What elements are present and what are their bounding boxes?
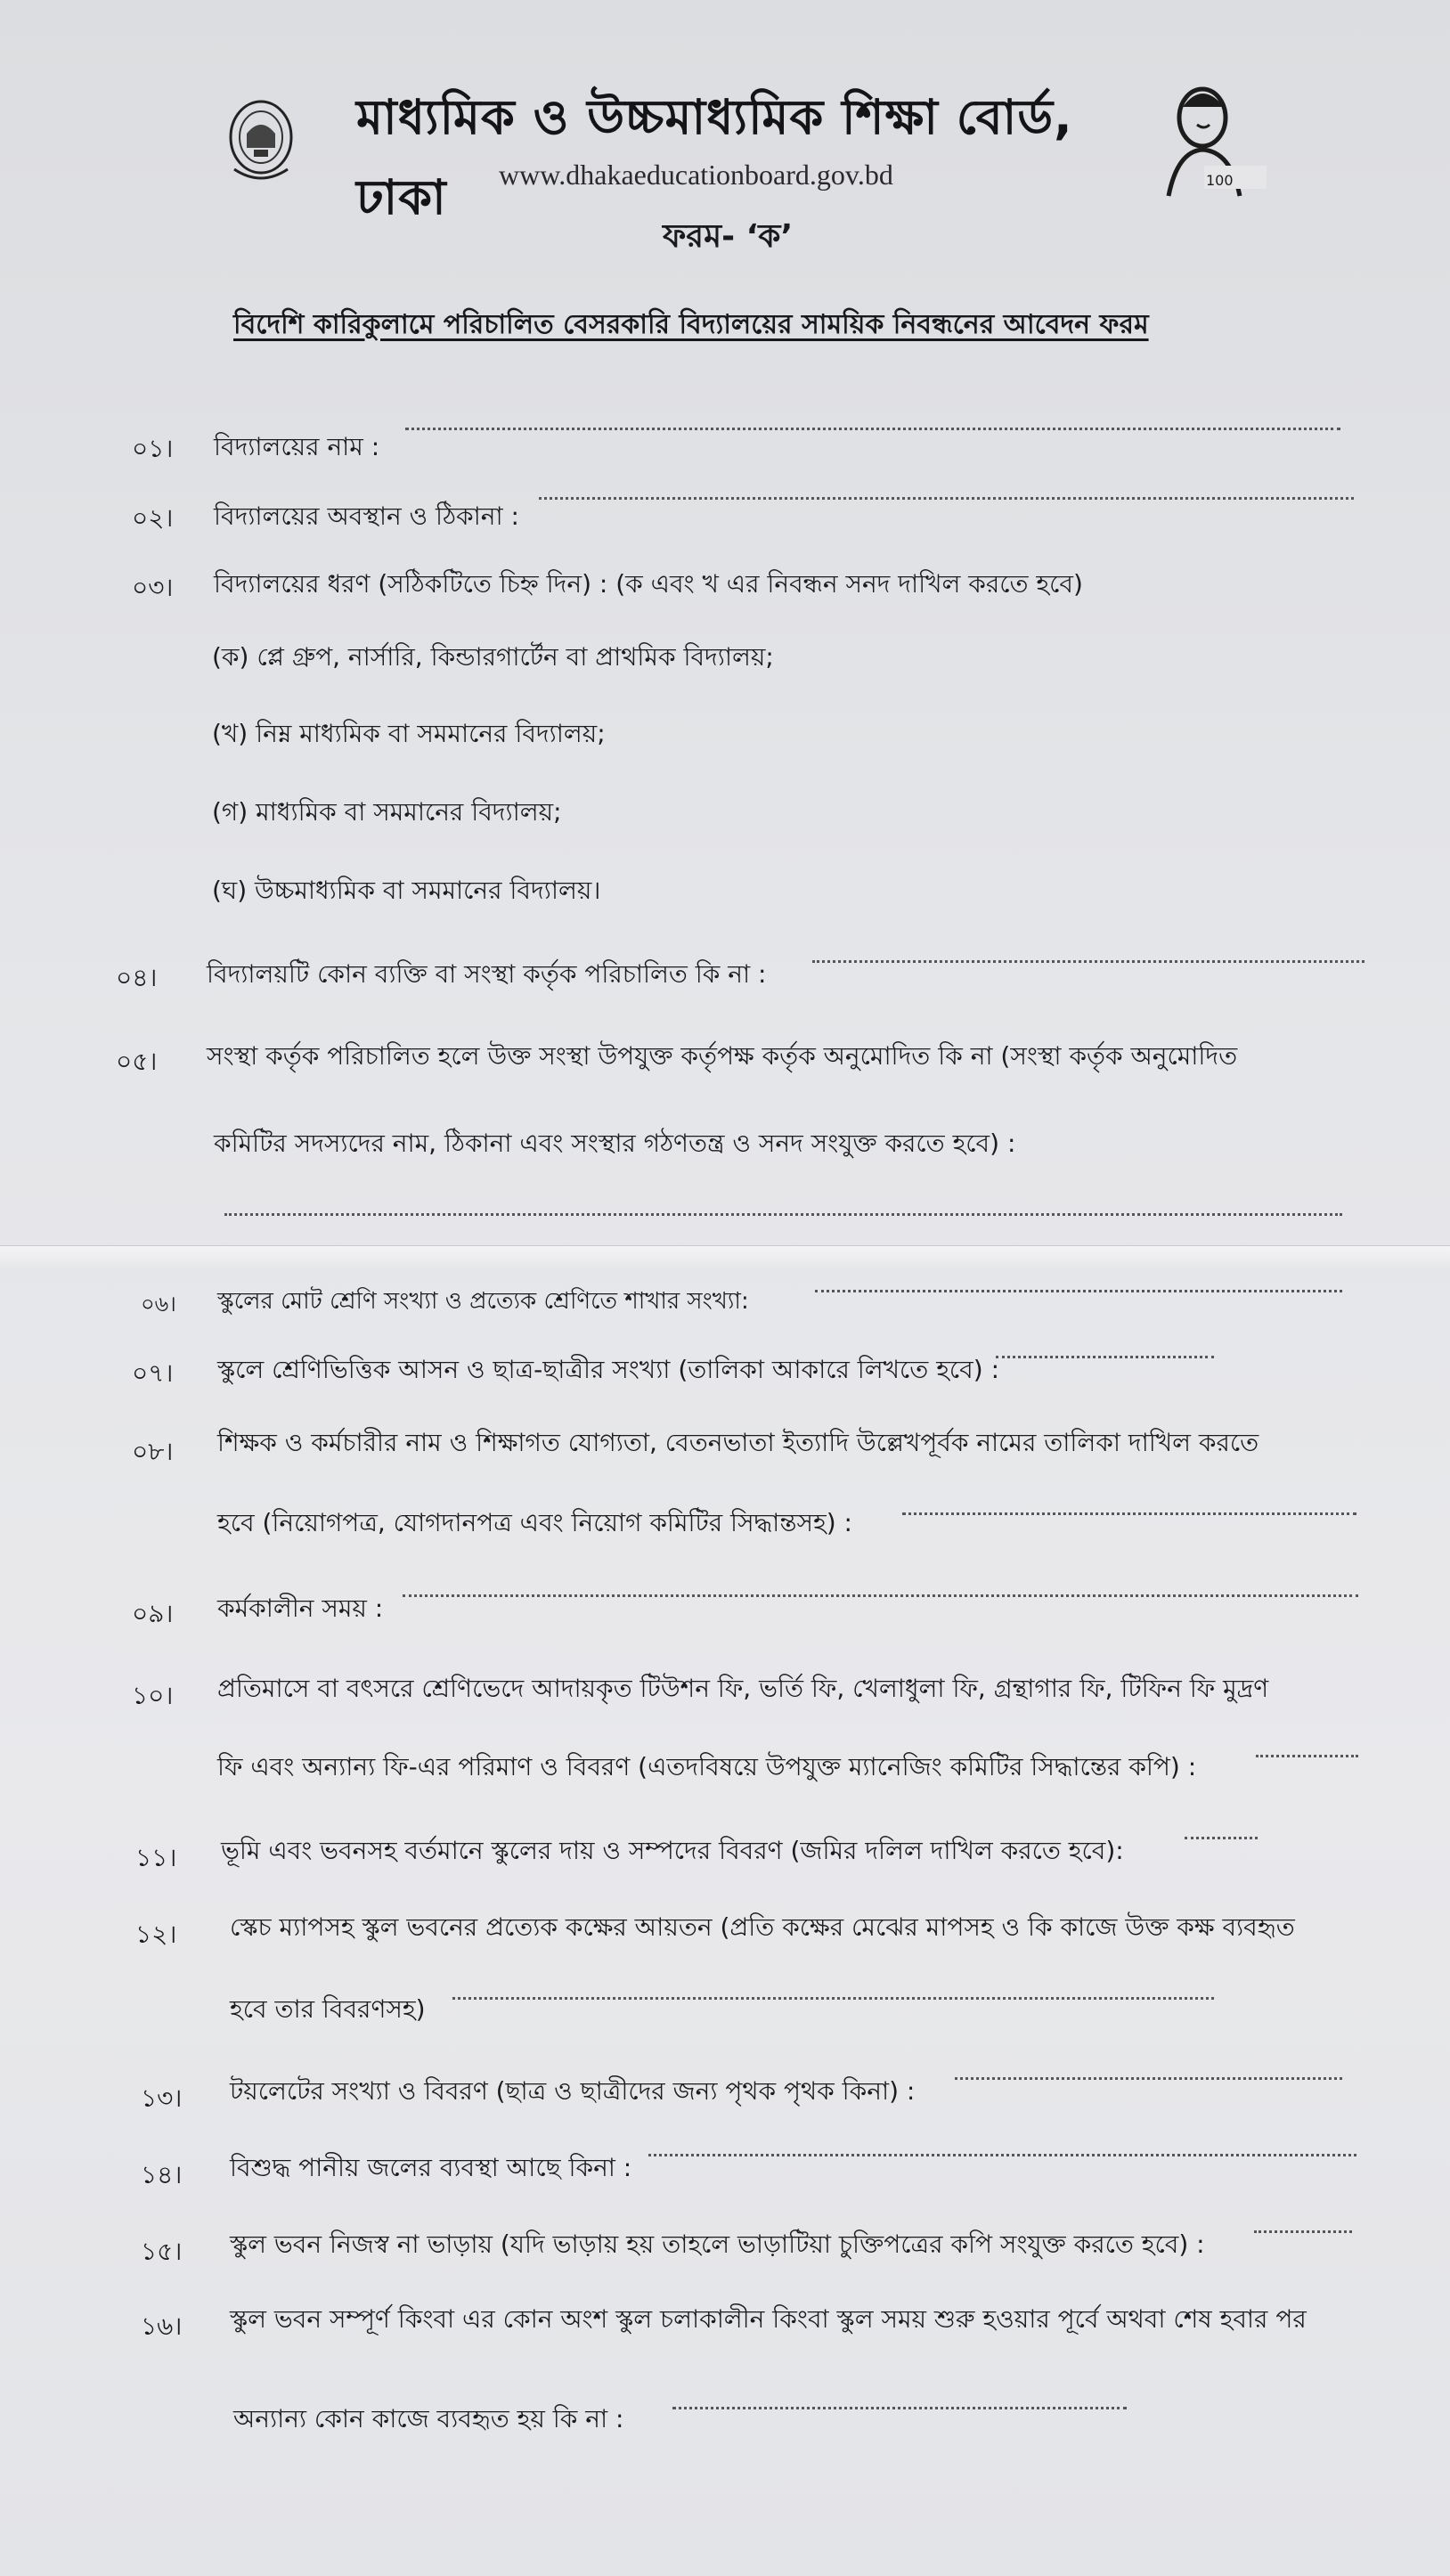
field-seats[interactable] (996, 1354, 1214, 1358)
field-class-count[interactable] (815, 1288, 1342, 1292)
item-number: ০৩। (132, 573, 174, 602)
item-label-school-name: বিদ্যালয়ের নাম : (214, 432, 380, 461)
item-number: ০১। (132, 434, 174, 463)
item-number: ১৬। (141, 2311, 183, 2341)
board-emblem-icon (227, 98, 295, 183)
field-working-hours[interactable] (403, 1593, 1358, 1597)
field-room-size[interactable] (452, 1995, 1214, 2000)
field-other-use[interactable] (672, 2405, 1127, 2409)
field-org-approval[interactable] (224, 1211, 1342, 1216)
school-type-option-ga[interactable]: (গ) মাধ্যমিক বা সমমানের বিদ্যালয়; (212, 797, 562, 827)
item-label-staff-cont: হবে (নিয়োগপত্র, যোগদানপত্র এবং নিয়োগ কমিটির সিদ্ধান্তসহ) : (217, 1508, 852, 1537)
item-number: ১৫। (141, 2237, 183, 2266)
item-label-other-use-cont: অন্যান্য কোন কাজে ব্যবহৃত হয় কি না : (233, 2404, 624, 2433)
item-number: ০৫। (116, 1047, 158, 1076)
field-building-ownership[interactable] (1254, 2229, 1352, 2233)
item-number: ১০। (132, 1681, 174, 1710)
form-title: বিদেশি কারিকুলামে পরিচালিত বেসরকারি বিদ্যালয়ের সাময়িক নিবন্ধনের আবেদন ফরম (233, 309, 1149, 340)
item-number: ০৬। (141, 1292, 176, 1317)
school-type-option-gha[interactable]: (ঘ) উচ্চমাধ্যমিক বা সমমানের বিদ্যালয়। (212, 876, 601, 905)
item-label-working-hours: কর্মকালীন সময় : (217, 1594, 384, 1623)
item-number: ০৮। (132, 1437, 174, 1466)
item-number: ০৯। (132, 1599, 174, 1628)
item-label-water: বিশুদ্ধ পানীয় জলের ব্যবস্থা আছে কিনা : (230, 2153, 632, 2182)
item-label-school-type: বিদ্যালয়ের ধরণ (সঠিকটিতে চিহ্ন দিন) : (ক এবং খ এর নিবন্ধন সনদ দাখিল করতে হবে) (214, 569, 1083, 599)
website-url: www.dhakaeducationboard.gov.bd (499, 159, 893, 191)
item-label-school-address: বিদ্যালয়ের অবস্থান ও ঠিকানা : (214, 501, 519, 531)
item-label-staff: শিক্ষক ও কর্মচারীর নাম ও শিক্ষাগত যোগ্যতা, বেতনভাতা ইত্যাদি উল্লেখপূর্বক নামের তালিকা দাখিল করতে (217, 1428, 1259, 1457)
item-label-room-size: স্কেচ ম্যাপসহ স্কুল ভবনের প্রত্যেক কক্ষের আয়তন (প্রতি কক্ষের মেঝের মাপসহ ও কি কাজে উক্ত কক্ষ ব্যবহৃত (230, 1912, 1295, 1942)
item-number: ০৪। (116, 963, 158, 992)
item-label-class-count: স্কুলের মোট শ্রেণি সংখ্যা ও প্রত্যেক শ্রেণিতে শাখার সংখ্যা: (217, 1288, 749, 1315)
item-label-seats: স্কুলে শ্রেণিভিত্তিক আসন ও ছাত্র-ছাত্রীর সংখ্যা (তালিকা আকারে লিখতে হবে) : (217, 1355, 1000, 1384)
item-label-other-use: স্কুল ভবন সম্পূর্ণ কিংবা এর কোন অংশ স্কুল চলাকালীন কিংবা স্কুল সময় শুরু হওয়ার পূর্বে অথবা শেষ হবার পর (230, 2304, 1307, 2334)
field-fees[interactable] (1256, 1753, 1358, 1757)
field-assets[interactable] (1185, 1835, 1258, 1839)
item-number: ১১। (135, 1843, 177, 1872)
field-staff[interactable] (902, 1511, 1356, 1515)
item-label-org-approval-cont: কমিটির সদস্যদের নাম, ঠিকানা এবং সংস্থার গঠণতন্ত্র ও সনদ সংযুক্ত করতে হবে) : (214, 1129, 1016, 1158)
item-label-building-ownership: স্কুল ভবন নিজস্ব না ভাড়ায় (যদি ভাড়ায় হয় তাহলে ভাড়াটিয়া চুক্তিপত্রের কপি সংযুক্ত করতে হবে) : (230, 2230, 1205, 2259)
board-name: মাধ্যমিক ও উচ্চমাধ্যমিক শিক্ষা বোর্ড, ঢাকা (356, 89, 1073, 225)
school-type-option-ka[interactable]: (ক) প্লে গ্রুপ, নার্সারি, কিন্ডারগার্টেন বা প্রাথমিক বিদ্যালয়; (212, 642, 774, 672)
school-type-option-kha[interactable]: (খ) নিম্ন মাধ্যমিক বা সমমানের বিদ্যালয়; (212, 719, 606, 748)
item-label-fees: প্রতিমাসে বা বৎসরে শ্রেণিভেদে আদায়কৃত টিউশন ফি, ভর্তি ফি, খেলাধুলা ফি, গ্রন্থাগার ফি, টিফিন ফি মুদ্রণ (217, 1674, 1269, 1703)
item-label-toilets: টয়লেটের সংখ্যা ও বিবরণ (ছাত্র ও ছাত্রীদের জন্য পৃথক পৃথক কিনা) : (230, 2076, 916, 2106)
item-number: ০২। (132, 503, 174, 533)
field-school-address[interactable] (539, 495, 1354, 500)
field-toilets[interactable] (955, 2075, 1342, 2080)
item-number: ০৭। (132, 1358, 174, 1388)
item-label-fees-cont: ফি এবং অন্যান্য ফি-এর পরিমাণ ও বিবরণ (এতদবিষয়ে উপযুক্ত ম্যানেজিং কমিটির সিদ্ধান্তের কপি) : (217, 1752, 1197, 1781)
item-number: ১৪। (141, 2160, 183, 2189)
mujib-portrait-logo-icon (1142, 71, 1275, 205)
item-number: ১২। (135, 1920, 177, 1949)
item-label-management: বিদ্যালয়টি কোন ব্যক্তি বা সংস্থা কর্তৃক পরিচালিত কি না : (207, 959, 767, 989)
item-number: ১৩। (141, 2083, 183, 2113)
item-label-assets: ভূমি এবং ভবনসহ বর্তমানে স্কুলের দায় ও সম্পদের বিবরণ (জমির দলিল দাখিল করতে হবে): (221, 1836, 1124, 1865)
field-water[interactable] (648, 2152, 1356, 2156)
paper-fold (0, 1245, 1450, 1269)
svg-text:100: 100 (1206, 172, 1234, 189)
item-label-org-approval: সংস্থা কর্তৃক পরিচালিত হলে উক্ত সংস্থা উপযুক্ত কর্তৃপক্ষ কর্তৃক অনুমোদিত কি না (সংস্থা কর্তৃক অনুমোদিত (207, 1041, 1238, 1071)
item-label-room-size-cont: হবে তার বিবরণসহ) (230, 1994, 426, 2024)
field-management[interactable] (812, 958, 1364, 963)
form-label: ফরম- ‘ক’ (663, 218, 794, 255)
field-school-name[interactable] (405, 426, 1340, 430)
